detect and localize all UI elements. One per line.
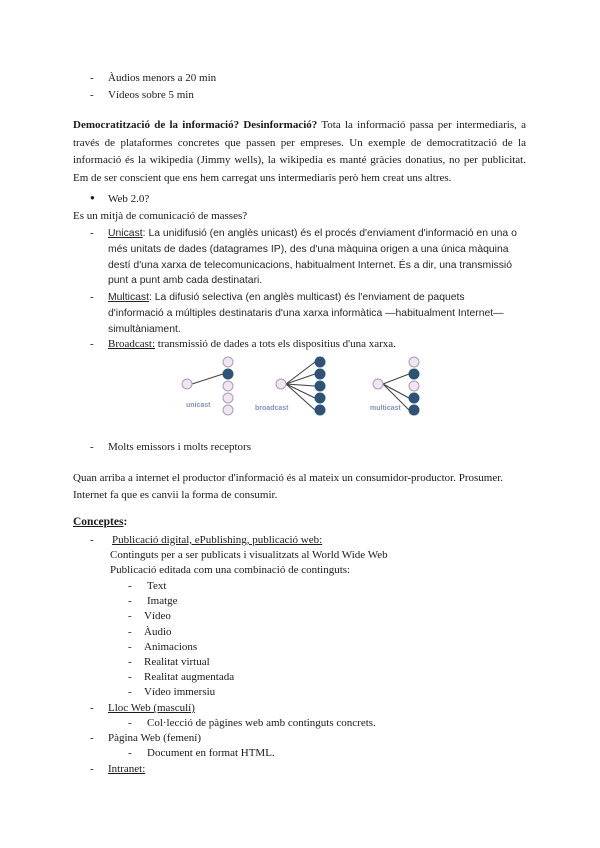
list-dash: - bbox=[128, 625, 132, 638]
diagram-label-unicast: unicast bbox=[186, 402, 211, 409]
receiving-node bbox=[315, 381, 325, 391]
list-dash: - bbox=[90, 89, 94, 101]
prosumer-line: Quan arriba a internet el productor d'informació és al mateix un consumidor-productor. Prosumer. bbox=[73, 472, 504, 484]
democratization-paragraph bbox=[73, 117, 526, 187]
unicast-term: Unicast bbox=[108, 228, 143, 239]
content-type-item: Realitat virtual bbox=[144, 656, 210, 668]
arrow-line bbox=[286, 384, 315, 410]
list-dash: - bbox=[128, 580, 132, 592]
list-dash: - bbox=[90, 763, 94, 775]
web20-question: Es un mitjà de comunicació de masses? bbox=[73, 210, 248, 222]
receiving-node bbox=[315, 357, 325, 367]
prosumer-line: Internet fa que es canvii la forma de consumir. bbox=[73, 489, 278, 501]
concepts-heading: Conceptes: bbox=[73, 516, 128, 528]
list-dash: - bbox=[90, 291, 94, 303]
list-dash: - bbox=[128, 640, 132, 653]
receiving-node bbox=[315, 405, 325, 415]
list-dash: - bbox=[90, 441, 94, 453]
arrow-line bbox=[383, 384, 409, 398]
idle-node bbox=[409, 381, 419, 391]
digital-publication-line: Continguts per a ser publicats i visualitzats al World Wide Web bbox=[110, 549, 388, 561]
list-dash: - bbox=[128, 595, 132, 608]
diagram-label-broadcast: broadcast bbox=[255, 405, 289, 412]
transmission-diagram bbox=[170, 350, 440, 420]
list-dash: - bbox=[90, 702, 94, 714]
website-definition: Col·lecció de pàgines web amb continguts concrets. bbox=[147, 717, 376, 729]
list-dash: - bbox=[128, 686, 132, 699]
digital-publication-line: Publicació editada com una combinació de continguts: bbox=[110, 564, 351, 576]
list-dash: - bbox=[128, 747, 132, 759]
content-type-item: Vídeo immersiu bbox=[144, 686, 216, 699]
idle-node bbox=[223, 357, 233, 367]
webpage-definition: Document en format HTML. bbox=[147, 747, 275, 759]
source-node bbox=[182, 379, 192, 389]
receiving-node bbox=[409, 405, 419, 415]
list-item: Àudios menors a 20 min bbox=[108, 72, 217, 84]
list-item: Molts emissors i molts receptors bbox=[108, 441, 251, 453]
content-type-item: Imatge bbox=[147, 595, 178, 608]
content-type-item: Àudio bbox=[144, 625, 172, 638]
idle-node bbox=[223, 381, 233, 391]
content-type-item: Vídeo bbox=[144, 610, 171, 623]
list-item: Vídeos sobre 5 min bbox=[108, 89, 194, 101]
source-node bbox=[276, 379, 286, 389]
list-dash: - bbox=[90, 732, 94, 744]
list-dash: - bbox=[90, 227, 94, 239]
content-type-item: Realitat augmentada bbox=[144, 671, 235, 684]
list-dash: - bbox=[128, 610, 132, 623]
source-node bbox=[373, 379, 383, 389]
unicast-definition: Unicast: La unidifusió (en anglès unicast) és el procés d'enviament d'informació en una o més unitats de dades (datagrames IP), des d'una màquina origen a una única màquina destí d'una xarxa de telecomunicacions, habitualment Internet. És a dir, una transmissió punt a punt amb cada destinatari. bbox=[108, 228, 517, 287]
bullet-dot: ● bbox=[90, 193, 95, 202]
idle-node bbox=[223, 393, 233, 403]
idle-node bbox=[409, 357, 419, 367]
multicast-term: Multicast bbox=[108, 292, 149, 303]
idle-node bbox=[223, 405, 233, 415]
list-dash: - bbox=[90, 72, 94, 84]
arrow-line bbox=[286, 362, 315, 384]
website-term: Lloc Web (masculí) bbox=[108, 702, 195, 714]
democratization-text: Tota la informació passa per intermediaris, a través de plataformes concretes que passen per empreses. Un exemple de democratització de la informació és la wikipedia (Jimmy wells), la wikipedia es manté gràcies donatius, no per publicitat. Em de ser conscient que ens hem carregat uns intermediaris però hem creat uns altres. bbox=[73, 119, 526, 184]
multicast-definition: Multicast: La difusió selectiva (en anglès multicast) és l'enviament de paquets d'informació a múltiples destinataris d'una xarxa informàtica —habitualment Internet— simultàniament. bbox=[108, 292, 504, 335]
arrow-line bbox=[192, 374, 223, 384]
content-type-item: Animacions bbox=[144, 640, 198, 653]
diagram-label-multicast: multicast bbox=[370, 405, 401, 412]
receiving-node bbox=[223, 369, 233, 379]
receiving-node bbox=[409, 393, 419, 403]
arrow-line bbox=[383, 374, 409, 384]
list-dash: - bbox=[90, 338, 94, 350]
arrow-line bbox=[286, 374, 315, 384]
list-dash: - bbox=[90, 534, 94, 546]
webpage-term: Pàgina Web (femení) bbox=[108, 732, 201, 744]
digital-publication-term: Publicació digital, ePublishing, publicació web: bbox=[112, 534, 323, 546]
democratization-heading: Democratització de la informació? Desinformació? bbox=[73, 119, 318, 131]
receiving-node bbox=[409, 369, 419, 379]
list-dash: - bbox=[128, 717, 132, 729]
broadcast-definition: Broadcast: transmissió de dades a tots els dispositius d'una xarxa. bbox=[108, 338, 396, 350]
web20-bullet: Web 2.0? bbox=[108, 193, 150, 205]
list-dash: - bbox=[128, 656, 132, 668]
content-type-item: Text bbox=[147, 580, 167, 592]
intranet-term: Intranet: bbox=[108, 763, 146, 775]
receiving-node bbox=[315, 393, 325, 403]
list-dash: - bbox=[128, 671, 132, 684]
broadcast-term: Broadcast: bbox=[108, 338, 156, 350]
receiving-node bbox=[315, 369, 325, 379]
